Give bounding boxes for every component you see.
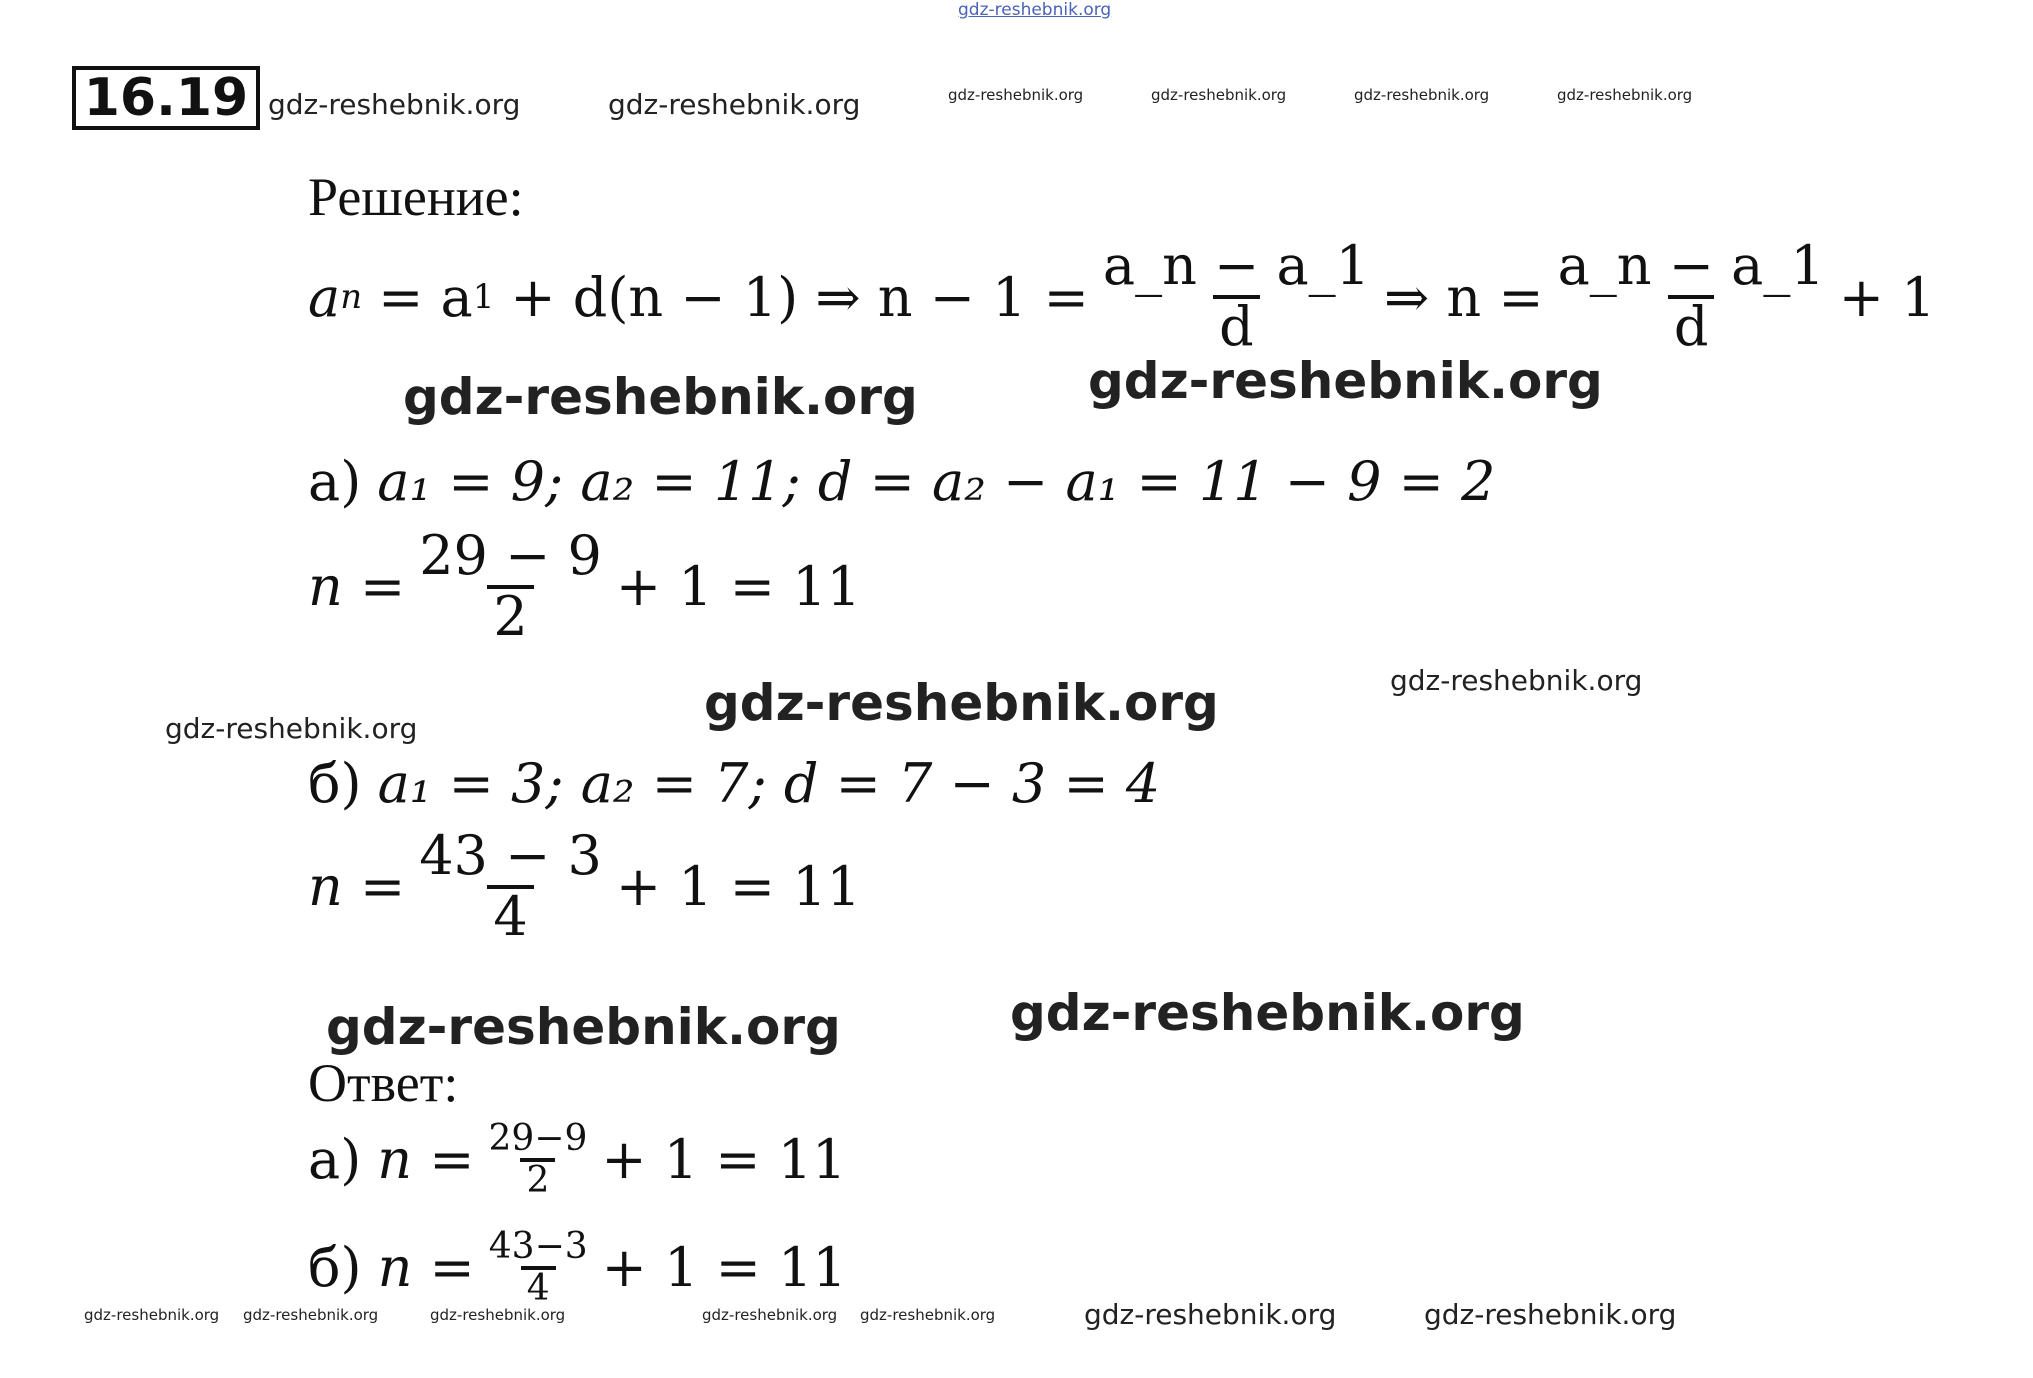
answer-b-lhs: n = (377, 1236, 475, 1300)
case-a-given (308, 450, 1495, 513)
fraction-numerator: 29−9 (488, 1118, 588, 1159)
formula-fraction-2 (1552, 234, 1831, 358)
watermark: gdz-reshebnik.org (1088, 352, 1603, 410)
watermark: gdz-reshebnik.org (326, 998, 841, 1056)
watermark: gdz-reshebnik.org (704, 674, 1219, 732)
case-a-fraction (413, 524, 608, 648)
fraction-numerator: 43 − 3 (419, 824, 602, 887)
watermark: gdz-reshebnik.org (702, 1306, 838, 1324)
case-b-given (308, 752, 1160, 815)
problem-number: 16.19 (72, 66, 260, 130)
answer-a-fraction (482, 1120, 593, 1200)
answer-a-label: а) (308, 1128, 362, 1192)
formula-part2: + d(n − 1) ⇒ n − 1 = (510, 265, 1089, 329)
watermark: gdz-reshebnik.org (84, 1306, 220, 1324)
watermark: gdz-reshebnik.org (165, 712, 418, 745)
watermark: gdz-reshebnik.org (268, 88, 521, 121)
case-a-label: а) (308, 450, 362, 513)
fraction-numerator: 43−3 (488, 1226, 588, 1267)
answer-b-label: б) (308, 1236, 362, 1300)
answer-heading: Ответ: (308, 1053, 459, 1113)
case-a-result: + 1 = 11 (615, 555, 861, 619)
formula-part1: = a (378, 265, 473, 329)
answer-b-fraction (483, 1228, 594, 1308)
case-b-n (308, 824, 861, 948)
fraction-denominator: d (1668, 295, 1715, 356)
general-formula (308, 232, 1936, 362)
formula-part4: + 1 (1838, 265, 1936, 329)
watermark: gdz-reshebnik.org (608, 88, 861, 121)
formula-fraction-1 (1097, 234, 1376, 358)
answer-a-lhs: n = (377, 1128, 475, 1192)
case-b-fraction (413, 824, 608, 948)
answer-b-result: + 1 = 11 (601, 1236, 847, 1300)
fraction-denominator: 4 (521, 1266, 556, 1308)
fraction-denominator: d (1213, 295, 1260, 356)
fraction-numerator: a_n − a_1 (1102, 234, 1370, 298)
watermark: gdz-reshebnik.org (243, 1306, 379, 1324)
case-b-given-text: a₁ = 3; a₂ = 7; d = 7 − 3 = 4 (377, 752, 1161, 815)
solution-heading: Решение: (308, 167, 524, 227)
formula-part1-sub: 1 (472, 277, 495, 317)
watermark-top: gdz-reshebnik.org (958, 0, 1112, 20)
fraction-numerator: 29 − 9 (419, 524, 602, 587)
watermark: gdz-reshebnik.org (1151, 86, 1287, 104)
case-a-given-text: a₁ = 9; a₂ = 11; d = a₂ − a₁ = 11 − 9 = 2 (377, 450, 1496, 513)
watermark: gdz-reshebnik.org (1557, 86, 1693, 104)
watermark: gdz-reshebnik.org (403, 368, 918, 426)
case-b-n-lhs: n = (308, 855, 406, 919)
watermark: gdz-reshebnik.org (948, 86, 1084, 104)
watermark: gdz-reshebnik.org (1424, 1298, 1677, 1331)
fraction-denominator: 2 (520, 1158, 555, 1200)
watermark: gdz-reshebnik.org (1010, 984, 1525, 1042)
case-a-n (308, 524, 861, 648)
watermark: gdz-reshebnik.org (1354, 86, 1490, 104)
formula-lhs-sub: n (340, 277, 363, 317)
case-a-n-lhs: n = (308, 555, 406, 619)
answer-a (308, 1120, 846, 1200)
case-b-label: б) (308, 752, 362, 815)
watermark: gdz-reshebnik.org (430, 1306, 566, 1324)
answer-a-result: + 1 = 11 (601, 1128, 847, 1192)
case-b-result: + 1 = 11 (615, 855, 861, 919)
formula-part3: ⇒ n = (1384, 265, 1544, 329)
watermark: gdz-reshebnik.org (1084, 1298, 1337, 1331)
formula-lhs: a (308, 265, 341, 329)
fraction-numerator: a_n − a_1 (1557, 234, 1825, 298)
answer-b (308, 1228, 847, 1308)
watermark: gdz-reshebnik.org (860, 1306, 996, 1324)
fraction-denominator: 2 (487, 585, 533, 646)
watermark: gdz-reshebnik.org (1390, 664, 1643, 697)
fraction-denominator: 4 (487, 885, 533, 946)
